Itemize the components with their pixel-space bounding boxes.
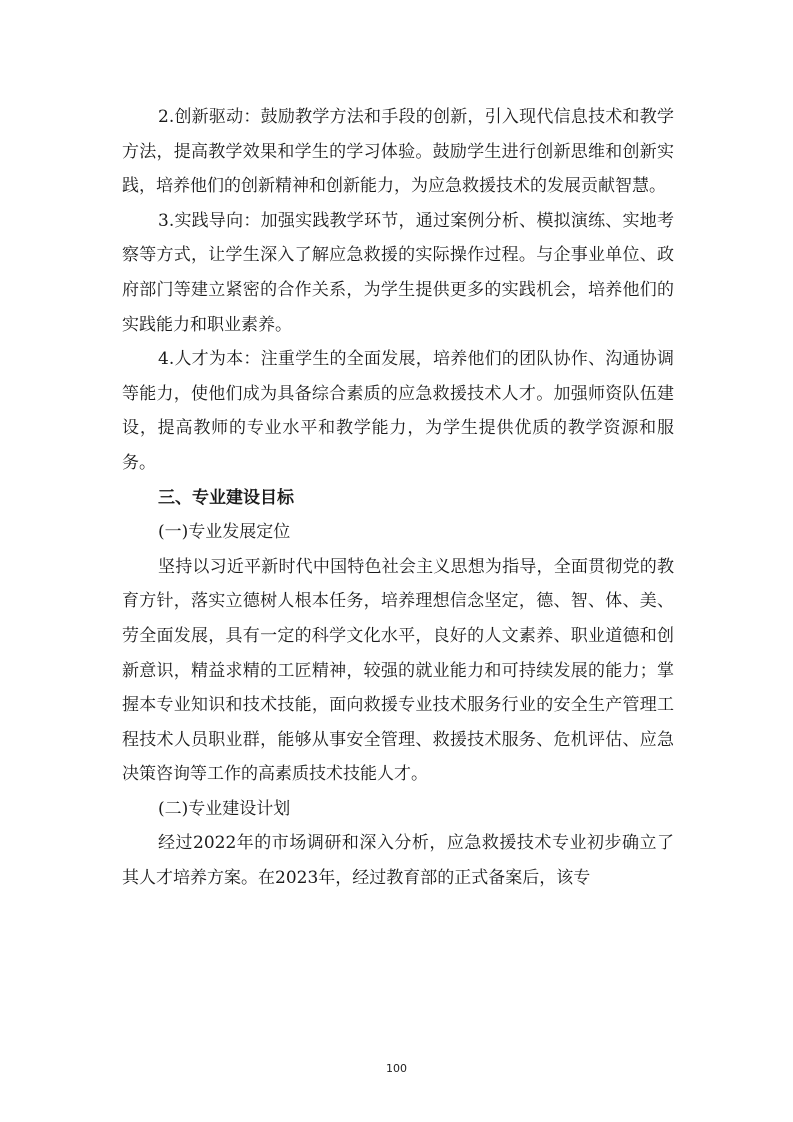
paragraph-positioning: 坚持以习近平新时代中国特色社会主义思想为指导，全面贯彻党的教育方针，落实立德树人根本任务，培养理想信念坚定，德、智、体、美、劳全面发展，具有一定的科学文化水平，良好的人文素养、职业道德和创新意识，精益求精的工匠精神，较强的就业能力和可持续发展的能力；掌握本专业知识和技术技能，面向救援专业技术服务行业的安全生产管理工程技术人员职业群，能够从事安全管理、救援技术服务、危机评估、应急决策咨询等工作的高素质技术技能人才。	[122, 556, 674, 785]
section-heading-goals: 三、专业建设目标	[158, 487, 294, 508]
paragraph-innovation-driven: 2.创新驱动：鼓励教学方法和手段的创新，引入现代信息技术和教学方法，提高教学效果和学生的学习体验。鼓励学生进行创新思维和创新实践，培养他们的创新精神和创新能力，为应急救援技术的发展贡献智慧。	[122, 107, 674, 197]
subsection-heading-plan: (二)专业建设计划	[158, 798, 291, 819]
subsection-heading-positioning: (一)专业发展定位	[158, 522, 291, 543]
paragraph-practice-oriented: 3.实践导向：加强实践教学环节，通过案例分析、模拟演练、实地考察等方式，让学生深入了解应急救援的实际操作过程。与企事业单位、政府部门等建立紧密的合作关系，为学生提供更多的实践机会，培养他们的实践能力和职业素养。	[122, 210, 674, 335]
paragraph-plan: 经过2022年的市场调研和深入分析，应急救援技术专业初步确立了其人才培养方案。在2023年，经过教育部的正式备案后，该专	[122, 833, 674, 889]
paragraph-talent-first: 4.人才为本：注重学生的全面发展，培养他们的团队协作、沟通协调等能力，使他们成为具备综合素质的应急救援技术人才。加强师资队伍建设，提高教师的专业水平和教学能力，为学生提供优质的教学资源和服务。	[122, 349, 674, 473]
page-body	[122, 100, 674, 896]
page-number: 100	[386, 1062, 407, 1075]
